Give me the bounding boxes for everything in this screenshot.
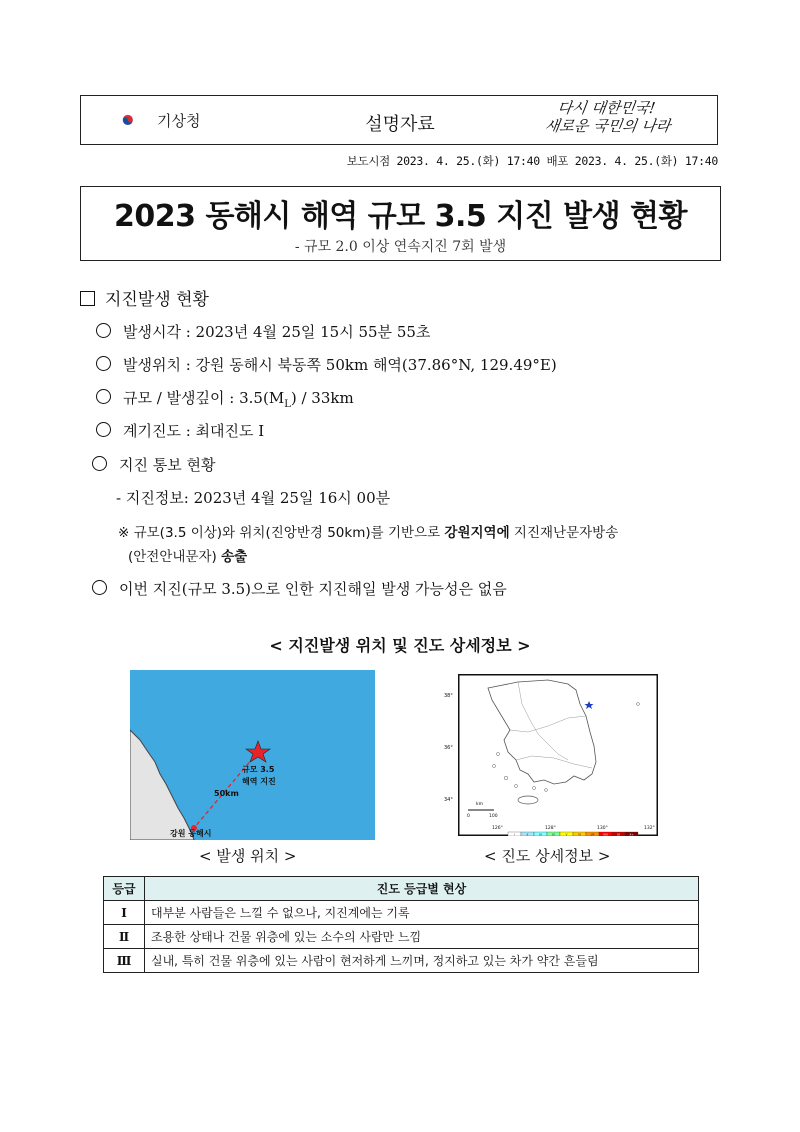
lon-label-132: 132°	[644, 826, 655, 831]
scale-label: IV	[552, 832, 555, 836]
circle-bullet-icon	[96, 389, 111, 404]
agency-name: 기상청	[157, 112, 201, 130]
scale-label: V	[565, 832, 568, 836]
intensity-grade-table	[103, 876, 699, 973]
map1-caption: < 발생 위치 >	[199, 847, 297, 865]
section-heading	[80, 285, 209, 310]
scale-unit: km	[476, 802, 483, 807]
grade-cell: Ⅱ	[104, 925, 145, 949]
scale-label: I	[514, 832, 515, 836]
grade-cell: Ⅲ	[104, 949, 145, 973]
square-bullet-icon	[80, 291, 95, 306]
lon-label-126: 126°	[492, 826, 503, 831]
item-intensity: 계기진도 : 최대진도 Ⅰ	[96, 420, 264, 441]
scale-label: VII	[590, 832, 595, 836]
notice-detail: - 지진정보: 2023년 4월 25일 16시 00분	[116, 489, 391, 507]
slogan-line-2: 새로운 국민의 나라	[543, 117, 672, 135]
header-description: 진도 등급별 현상	[145, 877, 699, 901]
scale-label: X+	[629, 832, 634, 836]
scale-zero: 0	[467, 814, 470, 819]
slogan	[543, 99, 709, 139]
description-cell: 조용한 상태나 건물 위층에 있는 소수의 사람만 느낌	[145, 925, 699, 949]
scale-label: VIII	[603, 832, 608, 836]
intensity-map	[458, 674, 658, 836]
scale-label: II	[526, 832, 529, 836]
item-time: 발생시각 : 2023년 4월 25일 15시 55분 55초	[96, 321, 430, 342]
lat-36: 36°	[444, 745, 453, 751]
description-cell: 실내, 특히 건물 위층에 있는 사람이 현저하게 느끼며, 정지하고 있는 차가 약간 흔들림	[145, 949, 699, 973]
scale-label: VI	[578, 832, 581, 836]
table-row	[104, 949, 699, 973]
jeju-island	[518, 796, 538, 804]
slogan-line-1: 다시 대한민국!	[556, 99, 657, 117]
lon-label-128: 128°	[545, 826, 556, 831]
section-title: 지진발생 현황	[105, 290, 209, 310]
label-magnitude: 규모 3.5	[242, 765, 275, 774]
circle-bullet-icon	[92, 456, 107, 471]
label-distance: 50km	[214, 789, 239, 798]
document-type: 설명자료	[365, 114, 435, 135]
figure-title: < 지진발생 위치 및 진도 상세정보 >	[269, 636, 531, 655]
item-notice: 지진 통보 현황	[92, 454, 215, 475]
lon-label-130: 130°	[597, 826, 608, 831]
table-row	[104, 925, 699, 949]
page-subtitle: - 규모 2.0 이상 연속지진 7회 발생	[294, 239, 507, 255]
table-row	[104, 901, 699, 925]
intensity-color-scale	[508, 832, 638, 836]
item-magnitude: 규모 / 발생깊이 : $3.5(M_L) / 33km$	[96, 387, 354, 410]
grade-cell: Ⅰ	[104, 901, 145, 925]
circle-bullet-icon	[96, 356, 111, 371]
label-city: 강원 동해시	[170, 829, 212, 838]
circle-bullet-icon	[92, 580, 107, 595]
notice-note-line-2: (안전안내문자) 송출	[128, 549, 248, 565]
epicenter-map	[130, 670, 375, 840]
scale-hundred: 100	[489, 814, 498, 819]
item-tsunami: 이번 지진(규모 3.5)으로 인한 지진해일 발생 가능성은 없음	[92, 578, 507, 599]
notice-note-line-1: ※ 규모(3.5 이상)와 위치(진앙반경 50km)를 기반으로 강원지역에 지진재난문자방송	[118, 525, 619, 541]
scale-label: IX	[617, 832, 620, 836]
label-sea-quake: 해역 지진	[242, 777, 276, 786]
release-info: 보도시점 2023. 4. 25.(화) 17:40 배포 2023. 4. 25.(화) 17:40	[346, 154, 718, 168]
circle-bullet-icon	[96, 422, 111, 437]
map2-caption: < 진도 상세정보 >	[484, 847, 611, 865]
table-header-row	[104, 877, 699, 901]
description-cell: 대부분 사람들은 느낄 수 없으나, 지진계에는 기록	[145, 901, 699, 925]
circle-bullet-icon	[96, 323, 111, 338]
page-title: 2023 동해시 해역 규모 3.5 지진 발생 현황	[114, 199, 687, 234]
lat-34: 34°	[444, 797, 453, 803]
header-grade: 등급	[104, 877, 145, 901]
lat-38: 38°	[444, 693, 453, 699]
item-location: 발생위치 : 강원 동해시 북동쪽 50km 해역(37.86°N, 129.49°E)	[96, 354, 557, 375]
scale-label: III	[539, 832, 542, 836]
